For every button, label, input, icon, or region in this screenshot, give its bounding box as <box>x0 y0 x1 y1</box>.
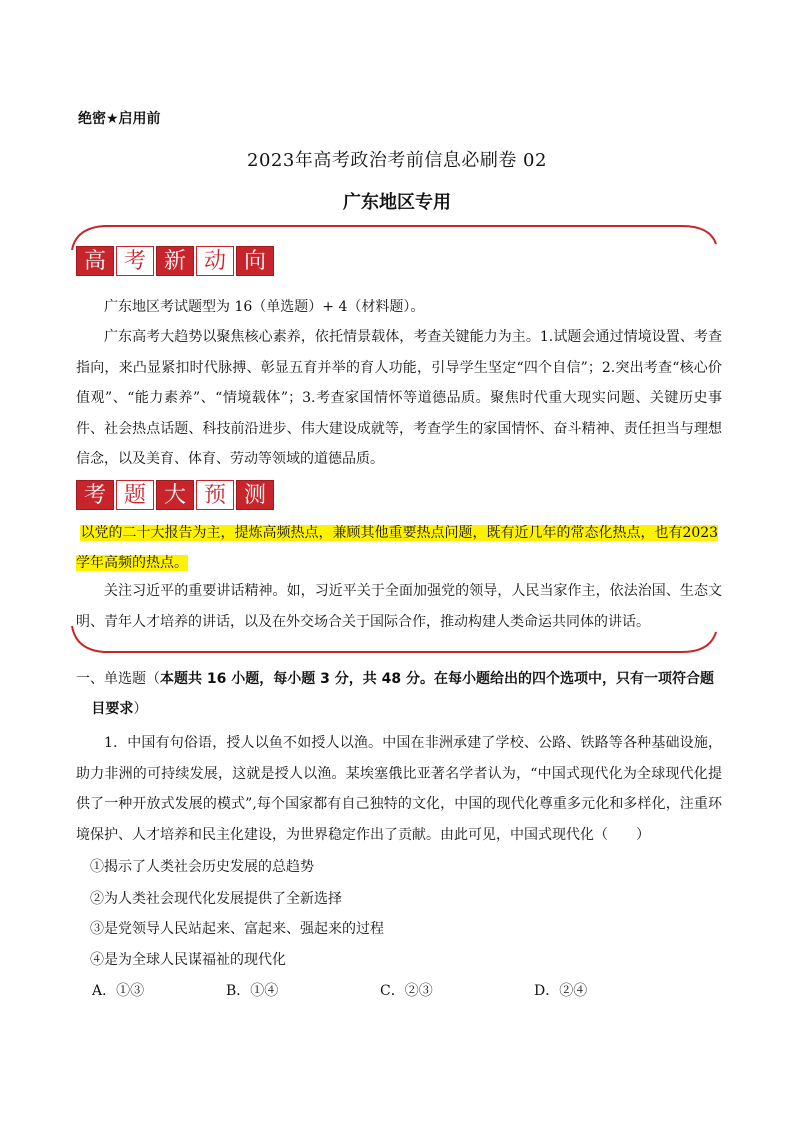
banner-char: 动 <box>196 246 234 276</box>
question-1-statement-4: ④是为全球人民谋福祉的现代化 <box>90 952 286 968</box>
question-1-statement-3: ③是党领导人民站起来、富起来、强起来的过程 <box>90 921 384 937</box>
highlight-text: 以党的二十大报告为主，提炼高频热点，兼顾其他重要热点问题，既有近几年的常态化热点，也有2023学年高频的热点。 <box>76 525 719 571</box>
banner-char: 测 <box>236 480 274 510</box>
secret-mark: 绝密★启用前 <box>78 111 161 127</box>
banner-gaokao-xindongxiang <box>76 246 274 276</box>
page-title: 2023年高考政治考前信息必刷卷 02 <box>247 150 547 171</box>
question-1-stem: 1．中国有句俗语，授人以鱼不如授人以渔。中国在非洲承建了学校、公路、铁路等各种基础设施，助力非洲的可持续发展，这就是授人以渔。某埃塞俄比亚著名学者认为，“中国式现代化为全球现代化提供了一种开放式发展的模式”,每个国家都有自己独特的文化，中国的现代化尊重多元化和多样化，注重环境保护、人才培养和民主化建设，为世界稳定作出了贡献。由此可见，中国式现代化（ ） <box>76 735 722 843</box>
frame-bottom-border <box>70 622 720 656</box>
banner-char: 考 <box>76 480 114 510</box>
banner-kaoti-dayuce <box>76 480 274 510</box>
answer-choice-b[interactable]: B．①④ <box>226 983 279 999</box>
banner-char: 预 <box>196 480 234 510</box>
heading-suffix: ） <box>133 701 148 717</box>
intro-paragraph-1: 广东地区考试题型为 16（单选题）+ 4（材料题）。 <box>104 299 425 315</box>
question-1-statement-1: ①揭示了人类社会历史发展的总趋势 <box>90 859 314 875</box>
highlight-paragraph <box>76 518 722 578</box>
heading-prefix: 一、单选题（ <box>76 671 160 687</box>
answer-choice-d[interactable]: D．②④ <box>534 983 588 999</box>
answer-choice-c[interactable]: C．②③ <box>380 983 433 999</box>
page-subtitle: 广东地区专用 <box>343 192 451 213</box>
intro-paragraph-2: 广东高考大趋势以聚焦核心素养，依托情景载体，考查关键能力为主。1.试题会通过情境设置、考查指向，来凸显紧扣时代脉搏、彰显五育并举的育人功能，引导学生坚定“四个自信”；2.突出考查“核心价值观”、“能力素养”、“情境载体”；3.考查家国情怀等道德品质。聚焦时代重大现实问题、关键历史事件、社会热点话题、科技前沿进步、伟大建设成就等，考查学生的家国情怀、奋斗精神、责任担当与理想信念，以及美育、体育、劳动等领域的道德品质。 <box>76 329 722 467</box>
banner-char: 大 <box>156 480 194 510</box>
prediction-paragraph: 关注习近平的重要讲话精神。如，习近平关于全面加强党的领导，人民当家作主，依法治国、生态文明、青年人才培养的讲话，以及在外交场合关于国际合作，推动构建人类命运共同体的讲话。 <box>76 583 722 630</box>
banner-char: 题 <box>116 480 154 510</box>
banner-char: 高 <box>76 246 114 276</box>
banner-char: 考 <box>116 246 154 276</box>
section-heading-single-choice <box>76 664 722 724</box>
banner-char: 新 <box>156 246 194 276</box>
answer-choice-a[interactable]: A．①③ <box>92 983 145 999</box>
banner-char: 向 <box>236 246 274 276</box>
question-1-statement-2: ②为人类社会现代化发展提供了全新选择 <box>90 891 342 907</box>
heading-bold: 本题共 16 小题，每小题 3 分，共 48 分。在每小题给出的四个选项中，只有一项符合题目要求 <box>91 671 714 717</box>
